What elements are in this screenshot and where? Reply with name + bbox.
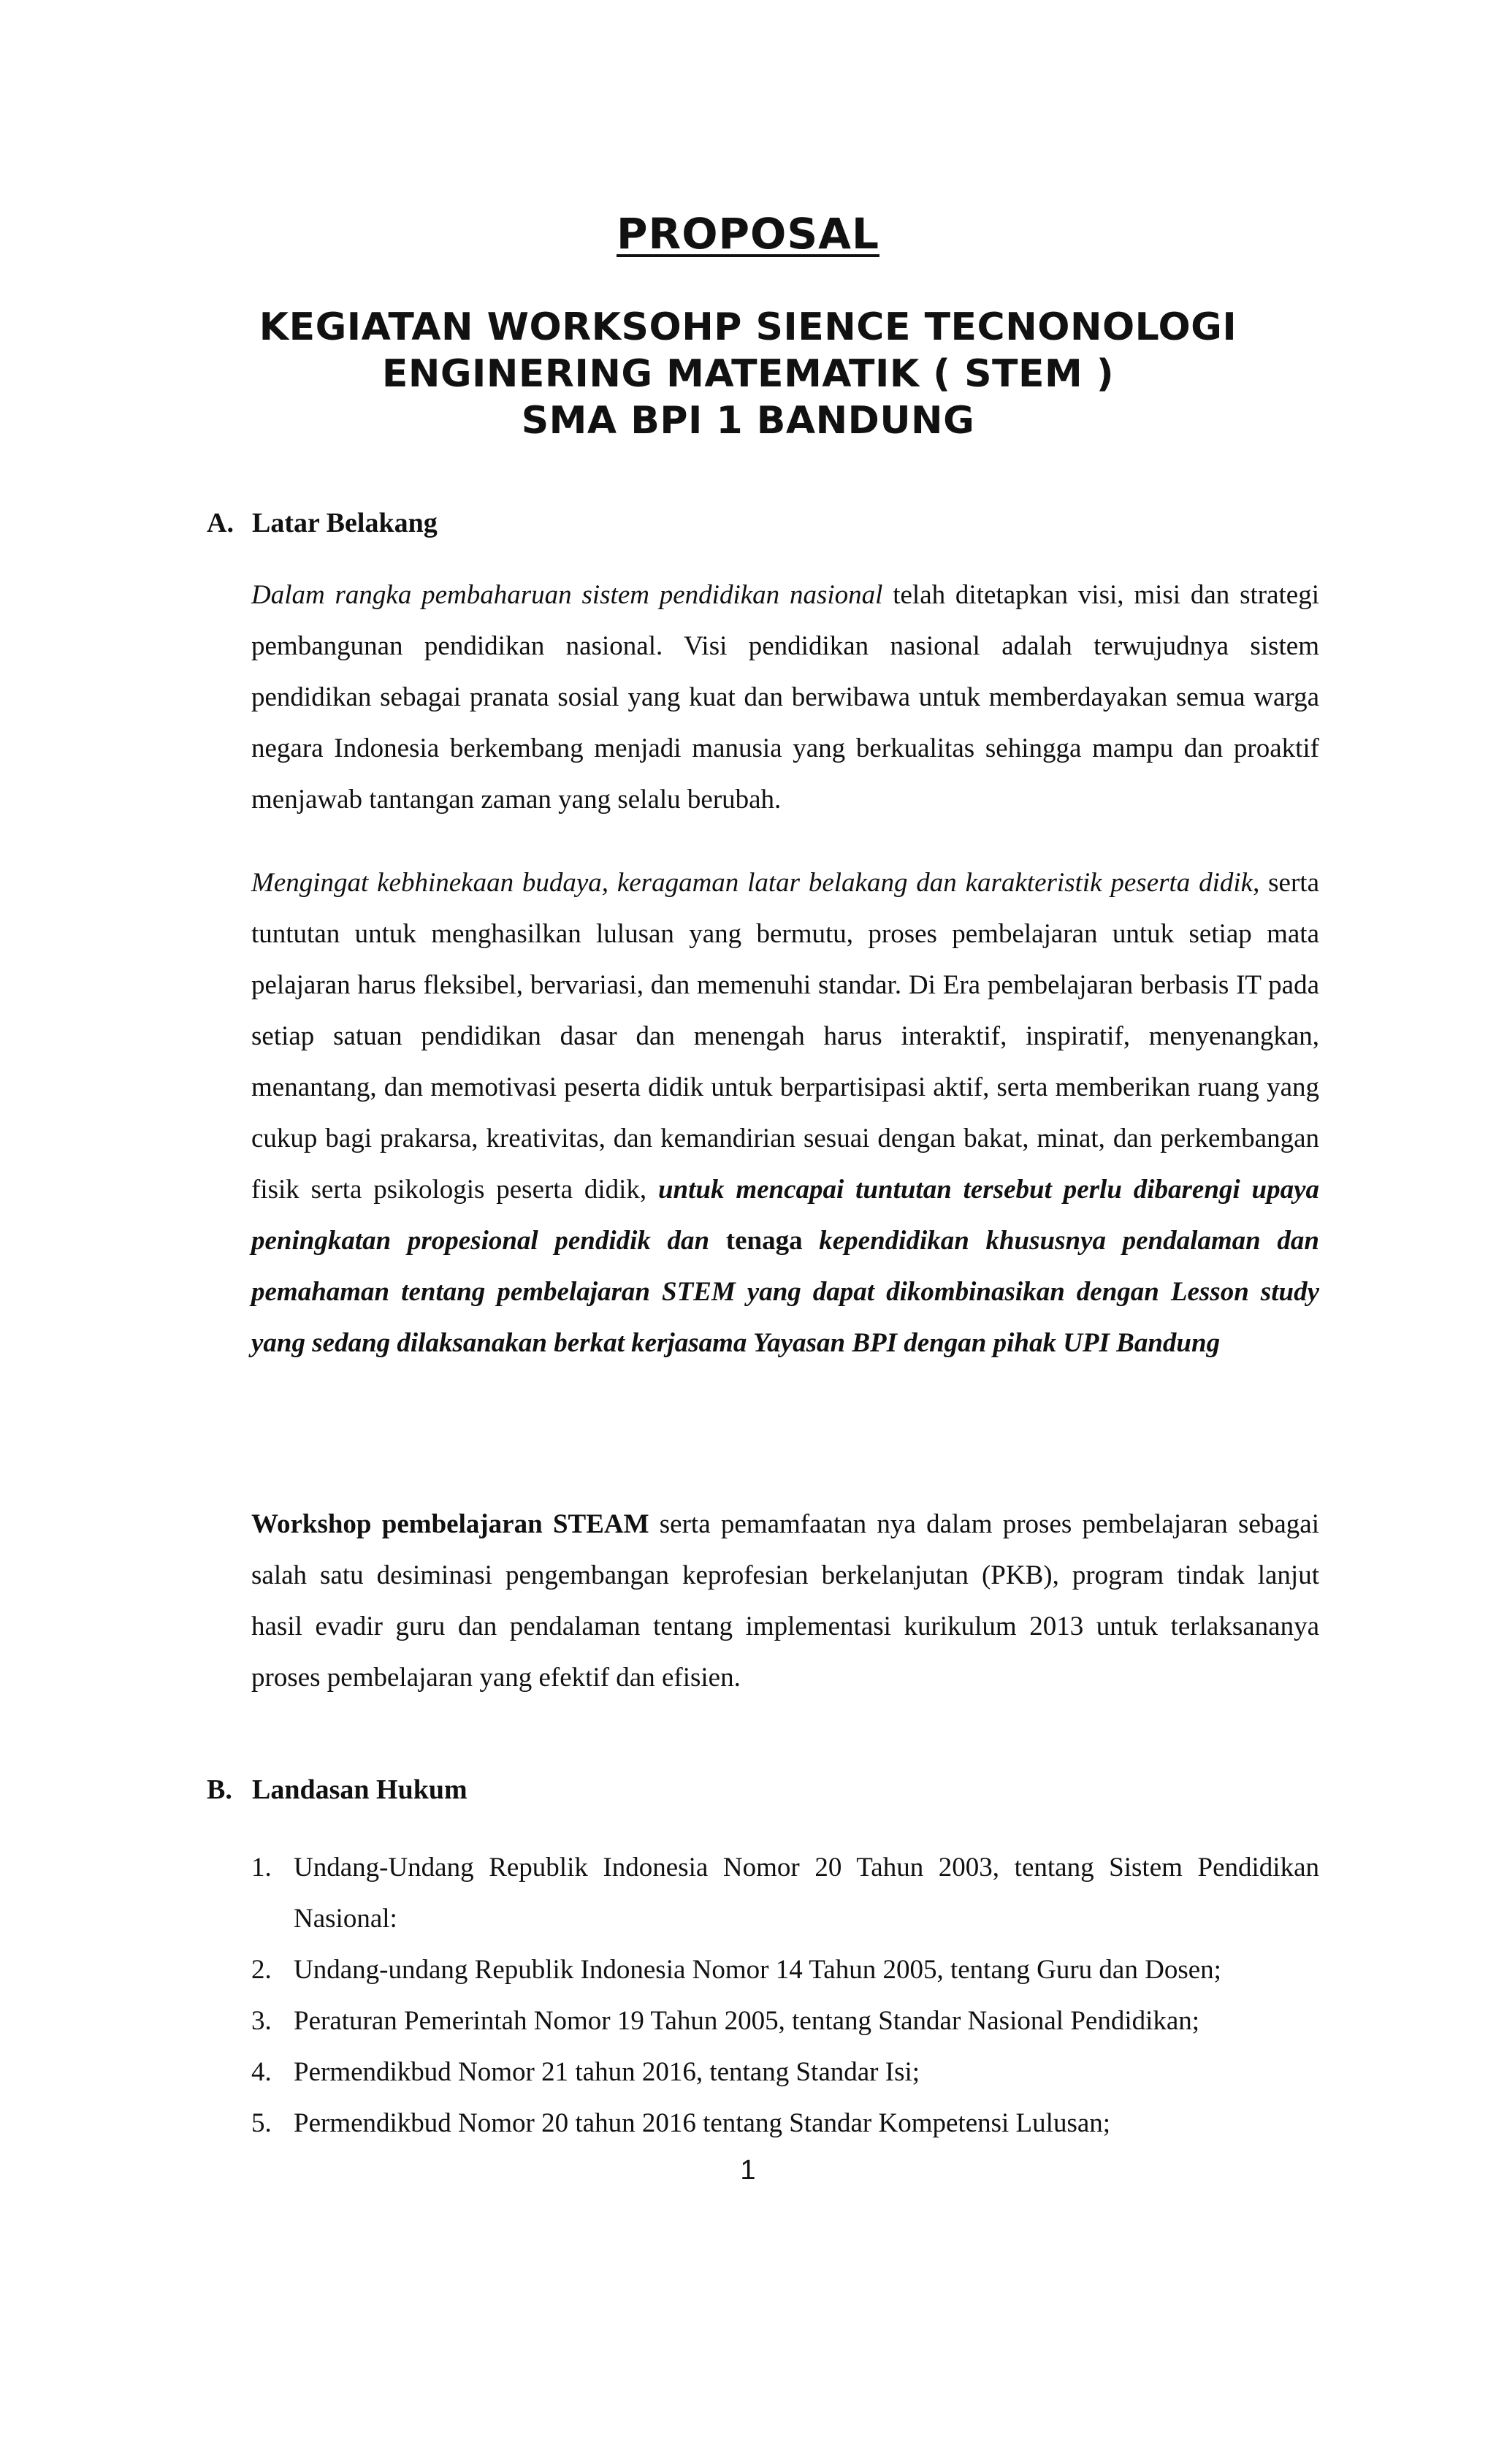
paragraph-vision-body: telah ditetapkan visi, misi dan strategi pembangunan pendidikan nasional. Visi pendidikan nasional adalah terwujudnya sistem pendidikan sebagai pranata sosial yang kuat dan berwibawa untuk memberdayakan semua warga negara Indonesia berkembang menjadi manusia yang berkualitas sehingga mampu dan proaktif menjawab tantangan zaman yang selalu berubah. [251,580,1319,815]
list-item-number: 2. [251,1955,272,1985]
list-item-text: Permendikbud Nomor 20 tahun 2016 tentang Standar Kompetensi Lulusan; [294,2108,1111,2138]
section-a-letter: A. [207,508,234,538]
list-item-number: 1. [251,1853,272,1883]
page-number: 1 [740,2155,756,2186]
proposal-title: PROPOSAL [617,209,879,259]
subtitle-line-3: SMA BPI 1 BANDUNG [521,399,975,443]
paragraph-diversity-emphasis-1: untuk mencapai tuntutan tersebut perlu dibarengi upaya peningkatan propesional pendidik dan [251,1175,1320,1256]
paragraph-workshop-lead: Workshop pembelajaran STEAM [251,1509,649,1539]
section-b-title: Landasan Hukum [252,1774,468,1805]
list-item-text: Undang-Undang Republik Indonesia Nomor 20 Tahun 2003, tentang Sistem Pendidikan Nasional: [294,1853,1319,1934]
subtitle-line-1: KEGIATAN WORKSOHP SIENCE TECNONOLOGI [259,305,1237,349]
section-a-heading [207,507,438,539]
list-item [251,1842,1319,1945]
paragraph-diversity-body: , serta tuntutan untuk menghasilkan lulusan yang bermutu, proses pembelajaran untuk setiap mata pelajaran harus fleksibel, bervariasi, dan memenuhi standar. Di Era pembelajaran berbasis IT pada setiap satuan pendidikan dasar dan menengah harus interaktif, inspiratif, menyenangkan, menantang, dan memotivasi peserta didik untuk berpartisipasi aktif, serta memberikan ruang yang cukup bagi prakarsa, kreativitas, dan kemandirian sesuai dengan bakat, minat, dan perkembangan fisik serta psikologis peserta didik, [251,868,1319,1205]
list-item-text: Permendikbud Nomor 21 tahun 2016, tentang Standar Isi; [294,2057,920,2087]
list-item [251,1996,1319,2047]
paragraph-diversity-lead: Mengingat kebhinekaan budaya, keragaman latar belakang dan karakteristik peserta didik [251,868,1253,898]
paragraph-workshop [251,1499,1319,1704]
legal-basis-list [251,1842,1319,2149]
list-item-number: 3. [251,2006,272,2036]
list-item [251,1945,1319,1996]
list-item-text: Undang-undang Republik Indonesia Nomor 14 Tahun 2005, tentang Guru dan Dosen; [294,1955,1221,1985]
paragraph-vision [251,570,1319,825]
paragraph-diversity-bold-word: tenaga [709,1226,820,1256]
list-item-number: 4. [251,2057,272,2087]
list-item-number: 5. [251,2108,272,2138]
subtitle-line-2: ENGINERING MATEMATIK ( STEM ) [381,352,1115,396]
paragraph-diversity-emphasis-2: kependidikan khususnya pendalaman dan pemahaman tentang pembelajaran STEM yang dapat dikombinasikan dengan Lesson study yang sedang dilaksanakan berkat kerjasama Yayasan BPI dengan pihak UPI Bandung [251,1226,1319,1358]
paragraph-vision-lead: Dalam rangka pembaharuan sistem pendidikan nasional [251,580,883,610]
section-b-letter: B. [207,1774,232,1805]
list-item [251,2098,1319,2149]
paragraph-diversity [251,858,1319,1369]
paragraph-workshop-body: serta pemamfaatan nya dalam proses pembelajaran sebagai salah satu desiminasi pengembangan keprofesian berkelanjutan (PKB), program tindak lanjut hasil evadir guru dan pendalaman tentang implementasi kurikulum 2013 untuk terlaksananya proses pembelajaran yang efektif dan efisien. [251,1509,1319,1693]
section-a-title: Latar Belakang [252,508,438,538]
list-item [251,2047,1319,2098]
section-b-heading [207,1774,468,1806]
list-item-text: Peraturan Pemerintah Nomor 19 Tahun 2005, tentang Standar Nasional Pendidikan; [294,2006,1200,2036]
